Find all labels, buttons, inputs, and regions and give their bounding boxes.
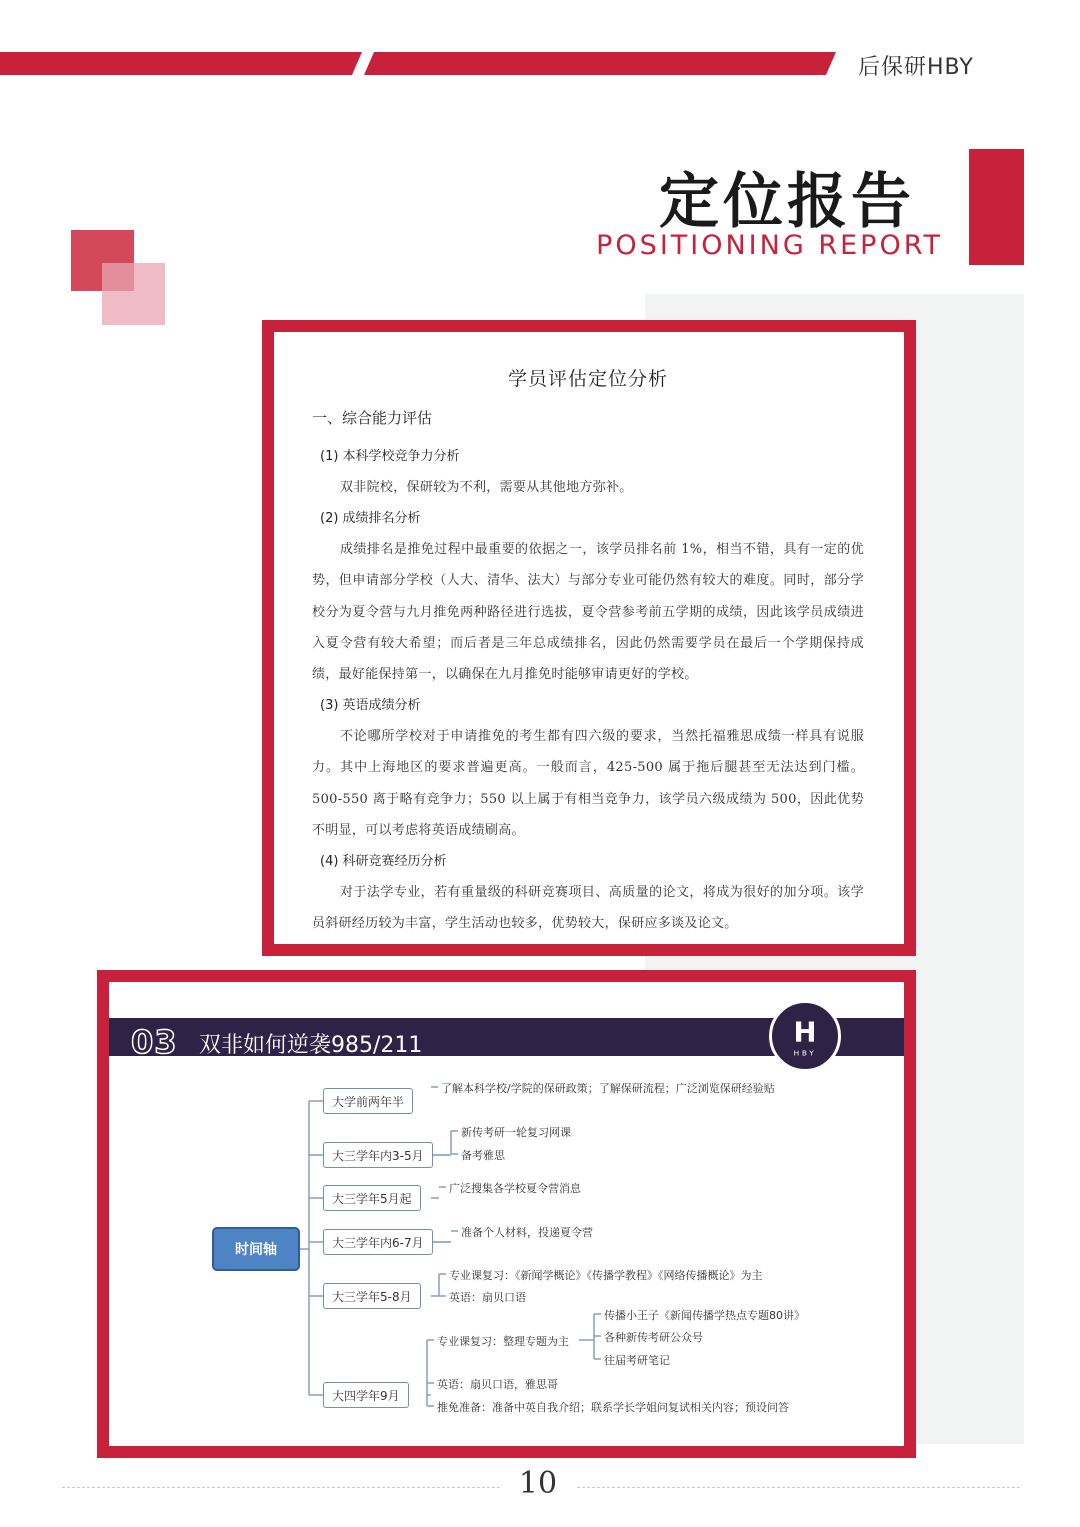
timeline-stage-node: 大三学年内6-7月: [323, 1229, 433, 1255]
section-title: 双非如何逆袭985/211: [199, 1033, 423, 1058]
brand-label: 后保研HBY: [858, 55, 974, 80]
section-title: 一、综合能力评估: [312, 409, 433, 427]
item-heading: (1) 本科学校竞争力分析: [320, 449, 460, 464]
item-paragraph: 对于法学专业，若有重量级的科研竞赛项目、高质量的论文，将成为很好的加分项。该学员斜研经历较为丰富，学生活动也较多，优势较大，保研应多谈及论文。: [312, 885, 864, 932]
item-heading: (2) 成绩排名分析: [320, 511, 421, 527]
report-title: 学员评估定位分析: [507, 368, 668, 390]
timeline-subleaf-text: 各种新传考研公众号: [604, 1331, 703, 1344]
timeline-leaf-text: 准备个人材料，投递夏令营: [461, 1226, 593, 1239]
timeline-stage-node: 大四学年9月: [323, 1382, 409, 1408]
logo-text: HBY: [793, 1048, 817, 1058]
page-title: 定位报告: [659, 167, 915, 237]
timeline-stage-node: 大三学年5-8月: [323, 1283, 421, 1309]
item-paragraph: 双非院校，保研较为不利，需要从其他地方弥补。: [340, 480, 633, 495]
timeline-root-node: 时间轴: [212, 1227, 300, 1271]
page-number: 10: [500, 1466, 576, 1504]
timeline-subleaf-text: 往届考研笔记: [604, 1354, 670, 1367]
section-number: 03: [131, 1023, 178, 1061]
timeline-leaf-text: 推免准备：准备中英自我介绍；联系学长学姐问复试相关内容；预设问答: [437, 1401, 789, 1414]
timeline-leaf-text: 新传考研一轮复习网课: [461, 1126, 571, 1139]
timeline-stage-node: 大学前两年半: [323, 1088, 413, 1114]
timeline-leaf-text: 专业课复习：整理专题为主: [437, 1335, 569, 1348]
timeline-leaf-text: 英语：扇贝口语: [449, 1291, 526, 1304]
decor-square: [102, 263, 165, 325]
logo-letter: H: [793, 1016, 817, 1049]
timeline-stage-node: 大三学年内3-5月: [323, 1142, 433, 1168]
title-accent-bar: [969, 149, 1024, 265]
timeline-card: [97, 970, 916, 1458]
timeline-leaf-text: 备考雅思: [461, 1149, 505, 1162]
item-paragraph: 不论哪所学校对于申请推免的考生都有四六级的要求，当然托福雅思成绩一样具有说服力。其中上海地区的要求普遍更高。一般而言，425-500 属于拖后腿甚至无法达到门槛。500-550 离于略有竞争力；550 以上属于有相当竞争力，该学员六级成绩为 500，因此优势不明显，可以考虑将英语成绩刷高。: [312, 729, 864, 838]
timeline-subleaf-text: 传播小王子《新闻传播学热点专题80讲》: [604, 1309, 805, 1322]
timeline-leaf-text: 了解本科学校/学院的保研政策；了解保研流程；广泛浏览保研经验贴: [441, 1082, 775, 1095]
timeline-stage-node: 大三学年5月起: [323, 1185, 421, 1211]
timeline-leaf-text: 专业课复习：《新闻学概论》《传播学教程》《网络传播概论》为主: [449, 1269, 763, 1282]
timeline-leaf-text: 广泛搜集各学校夏令营消息: [449, 1182, 581, 1195]
item-heading: (3) 英语成绩分析: [320, 698, 421, 714]
item-paragraph: 成绩排名是推免过程中最重要的依据之一，该学员排名前 1%，相当不错，具有一定的优势，但申请部分学校（人大、清华、法大）与部分专业可能仍然有较大的难度。同时，部分学校分为夏令营与九月推免两种路径进行选拔，夏令营参考前五学期的成绩，因此该学员成绩进入夏令营有较大希望；而后者是三年总成绩排名，因此仍然需要学员在最后一个学期保持成绩，最好能保持第一，以确保在九月推免时能够审请更好的学校。: [312, 542, 864, 683]
timeline-leaf-text: 英语：扇贝口语，雅思哥: [437, 1378, 558, 1391]
report-card: [262, 320, 916, 956]
item-heading: (4) 科研竞赛经历分析: [320, 854, 447, 870]
page-subtitle: POSITIONING REPORT: [596, 230, 943, 261]
